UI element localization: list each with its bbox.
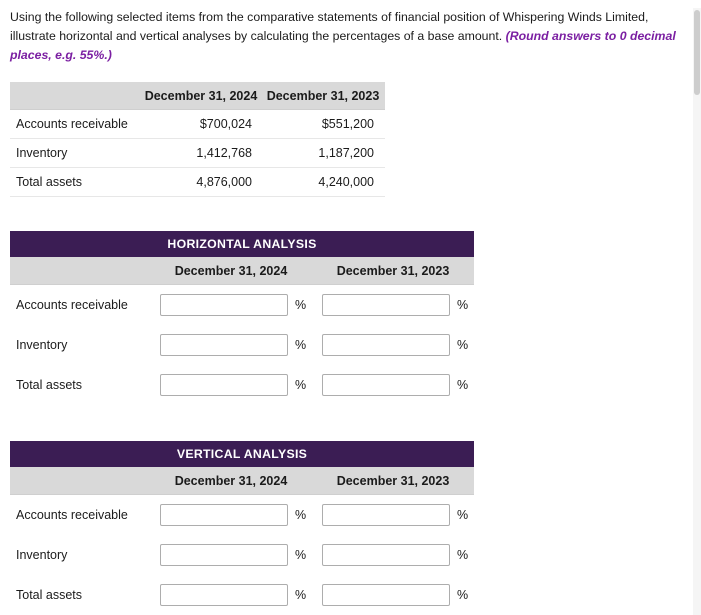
va-input-inventory-2024[interactable] bbox=[160, 544, 288, 566]
scrollbar-thumb[interactable] bbox=[694, 10, 700, 95]
instruction-rounding-note: (Round answers to 0 decimal places, e.g. 55%.) bbox=[10, 29, 676, 63]
input-group bbox=[312, 584, 474, 606]
statement-table bbox=[10, 82, 385, 197]
horizontal-analysis-table bbox=[10, 231, 474, 405]
percent-sign: % bbox=[457, 338, 469, 353]
vertical-scrollbar[interactable] bbox=[693, 8, 701, 615]
percent-sign: % bbox=[295, 338, 307, 353]
table-row bbox=[10, 495, 474, 535]
input-group bbox=[150, 504, 312, 526]
va-input-inventory-2023[interactable] bbox=[322, 544, 450, 566]
value-accounts-receivable-2023: $551,200 bbox=[321, 117, 374, 132]
ha-input-total-assets-2024[interactable] bbox=[160, 374, 288, 396]
table-row bbox=[10, 535, 474, 575]
vertical-analysis-table bbox=[10, 441, 474, 615]
table-row bbox=[10, 168, 385, 197]
va-input-total-assets-2023[interactable] bbox=[322, 584, 450, 606]
value-accounts-receivable-2024: $700,024 bbox=[199, 117, 252, 132]
value-total-assets-2023: 4,240,000 bbox=[318, 175, 374, 190]
input-group bbox=[150, 334, 312, 356]
percent-sign: % bbox=[457, 508, 469, 523]
instruction-text bbox=[10, 8, 685, 65]
ha-input-inventory-2023[interactable] bbox=[322, 334, 450, 356]
instruction-main: Using the following selected items from the comparative statements of financial position of Whispering Winds Limited, illustrate horizontal and vertical analyses by calculating the percentages of a base amount. bbox=[10, 10, 649, 44]
input-group bbox=[150, 374, 312, 396]
percent-sign: % bbox=[295, 298, 307, 313]
horizontal-analysis-header-row bbox=[10, 257, 474, 285]
row-label-total-assets: Total assets bbox=[16, 588, 83, 603]
input-group bbox=[312, 294, 474, 316]
input-group bbox=[312, 504, 474, 526]
row-label-inventory: Inventory bbox=[16, 146, 68, 161]
row-label-accounts-receivable: Accounts receivable bbox=[16, 508, 128, 523]
horizontal-col-header-2023: December 31, 2023 bbox=[336, 263, 450, 278]
table-row bbox=[10, 285, 474, 325]
ha-input-accounts-receivable-2023[interactable] bbox=[322, 294, 450, 316]
table-row bbox=[10, 110, 385, 139]
percent-sign: % bbox=[457, 378, 469, 393]
va-input-accounts-receivable-2023[interactable] bbox=[322, 504, 450, 526]
value-inventory-2024: 1,412,768 bbox=[196, 146, 252, 161]
percent-sign: % bbox=[295, 588, 307, 603]
vertical-col-header-2024: December 31, 2024 bbox=[174, 473, 288, 488]
input-group bbox=[150, 544, 312, 566]
percent-sign: % bbox=[295, 378, 307, 393]
input-group bbox=[150, 584, 312, 606]
vertical-analysis-title: VERTICAL ANALYSIS bbox=[10, 441, 474, 467]
horizontal-col-header-2024: December 31, 2024 bbox=[174, 263, 288, 278]
input-group bbox=[312, 374, 474, 396]
value-inventory-2023: 1,187,200 bbox=[318, 146, 374, 161]
row-label-inventory: Inventory bbox=[16, 548, 68, 563]
row-label-inventory: Inventory bbox=[16, 338, 68, 353]
row-label-accounts-receivable: Accounts receivable bbox=[16, 117, 128, 132]
vertical-col-header-2023: December 31, 2023 bbox=[336, 473, 450, 488]
statement-col-header-2024: December 31, 2024 bbox=[144, 88, 258, 103]
percent-sign: % bbox=[295, 548, 307, 563]
va-input-accounts-receivable-2024[interactable] bbox=[160, 504, 288, 526]
ha-input-inventory-2024[interactable] bbox=[160, 334, 288, 356]
input-group bbox=[312, 544, 474, 566]
row-label-total-assets: Total assets bbox=[16, 378, 83, 393]
statement-col-header-2023: December 31, 2023 bbox=[266, 88, 380, 103]
input-group bbox=[150, 294, 312, 316]
row-label-accounts-receivable: Accounts receivable bbox=[16, 298, 128, 313]
percent-sign: % bbox=[295, 508, 307, 523]
percent-sign: % bbox=[457, 588, 469, 603]
horizontal-analysis-title: HORIZONTAL ANALYSIS bbox=[10, 231, 474, 257]
ha-input-total-assets-2023[interactable] bbox=[322, 374, 450, 396]
table-row bbox=[10, 575, 474, 615]
table-row bbox=[10, 139, 385, 168]
percent-sign: % bbox=[457, 298, 469, 313]
input-group bbox=[312, 334, 474, 356]
table-row bbox=[10, 325, 474, 365]
ha-input-accounts-receivable-2024[interactable] bbox=[160, 294, 288, 316]
row-label-total-assets: Total assets bbox=[16, 175, 83, 190]
statement-table-header-row bbox=[10, 82, 385, 110]
page bbox=[0, 8, 701, 615]
percent-sign: % bbox=[457, 548, 469, 563]
va-input-total-assets-2024[interactable] bbox=[160, 584, 288, 606]
value-total-assets-2024: 4,876,000 bbox=[196, 175, 252, 190]
table-row bbox=[10, 365, 474, 405]
vertical-analysis-header-row bbox=[10, 467, 474, 495]
